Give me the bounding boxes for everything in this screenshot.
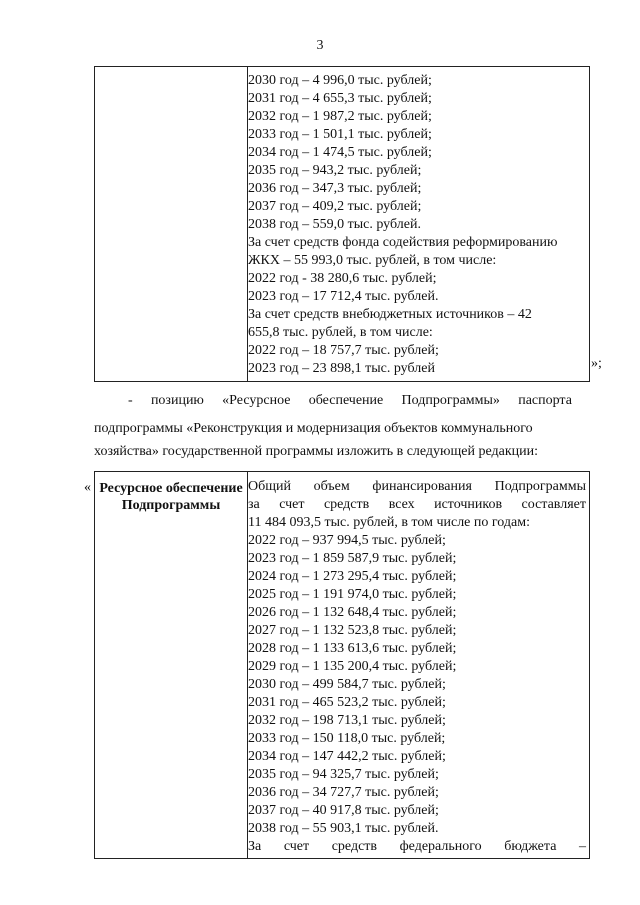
table1-line: 2034 год – 1 474,5 тыс. рублей; — [248, 145, 432, 160]
table1-line: За счет средств фонда содействия реформированию — [248, 235, 558, 250]
table1-line: 2032 год – 1 987,2 тыс. рублей; — [248, 109, 432, 124]
closing-quote: »; — [591, 356, 602, 371]
word: счет — [279, 497, 305, 512]
paragraph-line-2: подпрограммы «Реконструкция и модернизация объектов коммунального — [94, 421, 533, 436]
year-amount-line: 2036 год – 34 727,7 тыс. рублей; — [248, 785, 439, 800]
page-number: 3 — [316, 38, 324, 53]
word: федерального — [399, 839, 482, 854]
table1-line: 2023 год – 23 898,1 тыс. рублей — [248, 361, 435, 376]
table1-line: 2037 год – 409,2 тыс. рублей; — [248, 199, 422, 214]
year-amount-line: 2025 год – 1 191 974,0 тыс. рублей; — [248, 587, 457, 602]
word: счет — [283, 839, 310, 854]
word: составляет — [521, 497, 586, 512]
year-amount-line: 2031 год – 465 523,2 тыс. рублей; — [248, 695, 446, 710]
year-amount-line: 2023 год – 1 859 587,9 тыс. рублей; — [248, 551, 457, 566]
word: Подпрограммы» — [401, 393, 500, 408]
word: бюджета — [504, 839, 557, 854]
table1-line: 2033 год – 1 501,1 тыс. рублей; — [248, 127, 432, 142]
year-amount-line: 2029 год – 1 135 200,4 тыс. рублей; — [248, 659, 457, 674]
word: паспорта — [518, 393, 572, 408]
table1-text-cell — [248, 72, 557, 378]
word: за — [248, 497, 260, 512]
table1-line: ЖКХ – 55 993,0 тыс. рублей, в том числе: — [248, 253, 497, 268]
table1-line: 2038 год – 559,0 тыс. рублей. — [248, 217, 421, 232]
word: средств — [323, 497, 370, 512]
word: финансирования — [372, 479, 472, 494]
table1-line: 2035 год – 943,2 тыс. рублей; — [248, 163, 422, 178]
year-amount-line: 2028 год – 1 133 613,6 тыс. рублей; — [248, 641, 457, 656]
year-amount-line: 2027 год – 1 132 523,8 тыс. рублей; — [248, 623, 457, 638]
word: средств — [331, 839, 378, 854]
year-amount-line: 2026 год – 1 132 648,4 тыс. рублей; — [248, 605, 457, 620]
word: позицию — [150, 393, 204, 408]
intro-line-2 — [248, 496, 586, 514]
word: За — [248, 839, 262, 854]
word: обеспечение — [308, 393, 384, 408]
word: Подпрограммы — [494, 479, 586, 494]
year-amount-line: 2035 год – 94 325,7 тыс. рублей; — [248, 767, 439, 782]
year-amount-line: 2033 год – 150 118,0 тыс. рублей; — [248, 731, 446, 746]
word: источников — [434, 497, 503, 512]
table1-line: 2023 год – 17 712,4 тыс. рублей. — [248, 289, 439, 304]
table1-line: 2022 год - 38 280,6 тыс. рублей; — [248, 271, 437, 286]
row-header-resource-support: Ресурсное обеспечение Подпрограммы — [99, 481, 243, 513]
year-amount-line: 2037 год – 40 917,8 тыс. рублей; — [248, 803, 439, 818]
table1-line: За счет средств внебюджетных источников – 42 — [248, 307, 532, 322]
table2-text-cell — [248, 478, 586, 856]
table1-line: 2030 год – 4 996,0 тыс. рублей; — [248, 73, 432, 88]
year-amount-line: 2032 год – 198 713,1 тыс. рублей; — [248, 713, 446, 728]
word: объем — [313, 479, 350, 494]
table1-line: 2036 год – 347,3 тыс. рублей; — [248, 181, 422, 196]
year-amount-line: 2034 год – 147 442,2 тыс. рублей; — [248, 749, 446, 764]
year-amount-line: 2024 год – 1 273 295,4 тыс. рублей; — [248, 569, 457, 584]
word: Общий — [248, 479, 291, 494]
table1-line: 655,8 тыс. рублей, в том числе: — [248, 325, 433, 340]
paragraph-line-1 — [128, 392, 572, 410]
paragraph-line-3: хозяйства» государственной программы изложить в следующей редакции: — [94, 444, 539, 459]
word: «Ресурсное — [222, 393, 291, 408]
table1-line: 2022 год – 18 757,7 тыс. рублей; — [248, 343, 439, 358]
year-amount-line: 2030 год – 499 584,7 тыс. рублей; — [248, 677, 446, 692]
year-amount-line: 2022 год – 937 994,5 тыс. рублей; — [248, 533, 446, 548]
year-amount-line: 2038 год – 55 903,1 тыс. рублей. — [248, 821, 439, 836]
opening-quote: « — [84, 480, 91, 495]
intro-line-3: 11 484 093,5 тыс. рублей, в том числе по годам: — [248, 515, 530, 530]
intro-line-1 — [248, 478, 586, 496]
word: – — [578, 839, 586, 854]
federal-budget-line — [248, 838, 586, 856]
word: - — [128, 393, 133, 408]
word: всех — [388, 497, 415, 512]
table1-line: 2031 год – 4 655,3 тыс. рублей; — [248, 91, 432, 106]
